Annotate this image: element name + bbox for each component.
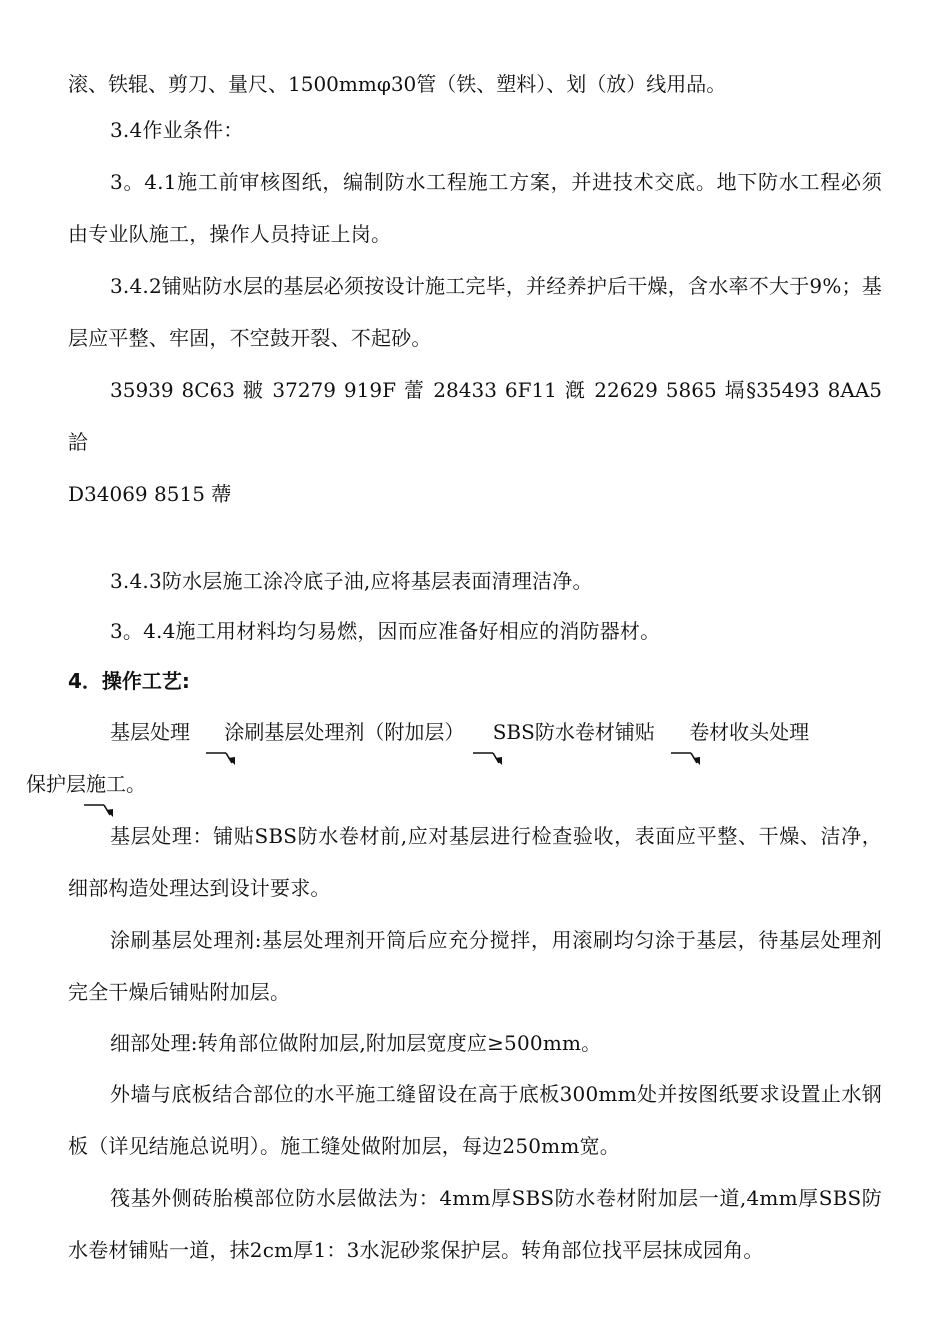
flow-step-primer: 涂刷基层处理剂（附加层） [224,720,465,744]
flow-step-base-treatment: 基层处理 [110,720,190,744]
paragraph-wall-joint: 外墙与底板结合部位的水平施工缝留设在高于底板300mm处并按图纸要求设置止水钢板（详见结施总说明）。施工缝处做附加层，每边250mm宽。 [68,1082,882,1158]
heading-4-operation-process: 4．操作工艺: [68,669,190,693]
paragraph-3-4-4: 3。4.4施工用材料均匀易燃，因而应准备好相应的消防器材。 [110,619,661,643]
document-page [26,64,882,1276]
paragraph-raft-foundation: 筏基外侧砖胎模部位防水层做法为：4mm厚SBS防水卷材附加层一道,4mm厚SBS防水卷材铺贴一道，抹2cm厚1：3水泥砂浆保护层。转角部位找平层抹成园角。 [68,1186,882,1262]
flow-step-edge-finishing: 卷材收头处理 [689,720,810,744]
paragraph-primer-coating: 涂刷基层处理剂:基层处理剂开筒后应充分搅拌，用滚刷均匀涂于基层，待基层处理剂完全干燥后铺贴附加层。 [68,928,882,1004]
paragraph-3-4-1: 3。4.1施工前审核图纸，编制防水工程施工方案，并进技术交底。地下防水工程必须由专业队施工，操作人员持证上岗。 [68,170,882,246]
tools-list-line: 滚、铁辊、剪刀、量尺、1500mmφ30管（铁、塑料）、划（放）线用品。 [68,72,727,96]
blank-gap [68,520,882,556]
flow-step-membrane-laying: SBS防水卷材铺贴 [492,720,655,744]
flow-step-protection-layer: 保护层施工。 [26,772,146,796]
paragraph-base-treatment: 基层处理：铺贴SBS防水卷材前,应对基层进行检查验收，表面应平整、干燥、洁净，细部构造处理达到设计要求。 [68,824,882,900]
paragraph-3-4-2: 3.4.2铺贴防水层的基层必须按设计施工完毕，并经养护后干燥，含水率不大于9%；基层应平整、牢固，不空鼓开裂、不起砂。 [68,274,882,350]
paragraph-3-4-3: 3.4.3防水层施工涂冷底子油,应将基层表面清理洁净。 [110,569,593,593]
garbled-code-line: 35939 8C63 翍 37279 919F 蕾 28433 6F11 漑 22629 5865 塥§35493 8AA5 詥 [68,378,882,454]
section-3-4-title: 3.4作业条件： [110,118,244,142]
garbled-code-line-2: D34069 8515 蔕 [68,482,232,506]
process-flow [26,706,882,810]
paragraph-detail-treatment: 细部处理:转角部位做附加层,附加层宽度应≥500mm。 [110,1031,602,1055]
